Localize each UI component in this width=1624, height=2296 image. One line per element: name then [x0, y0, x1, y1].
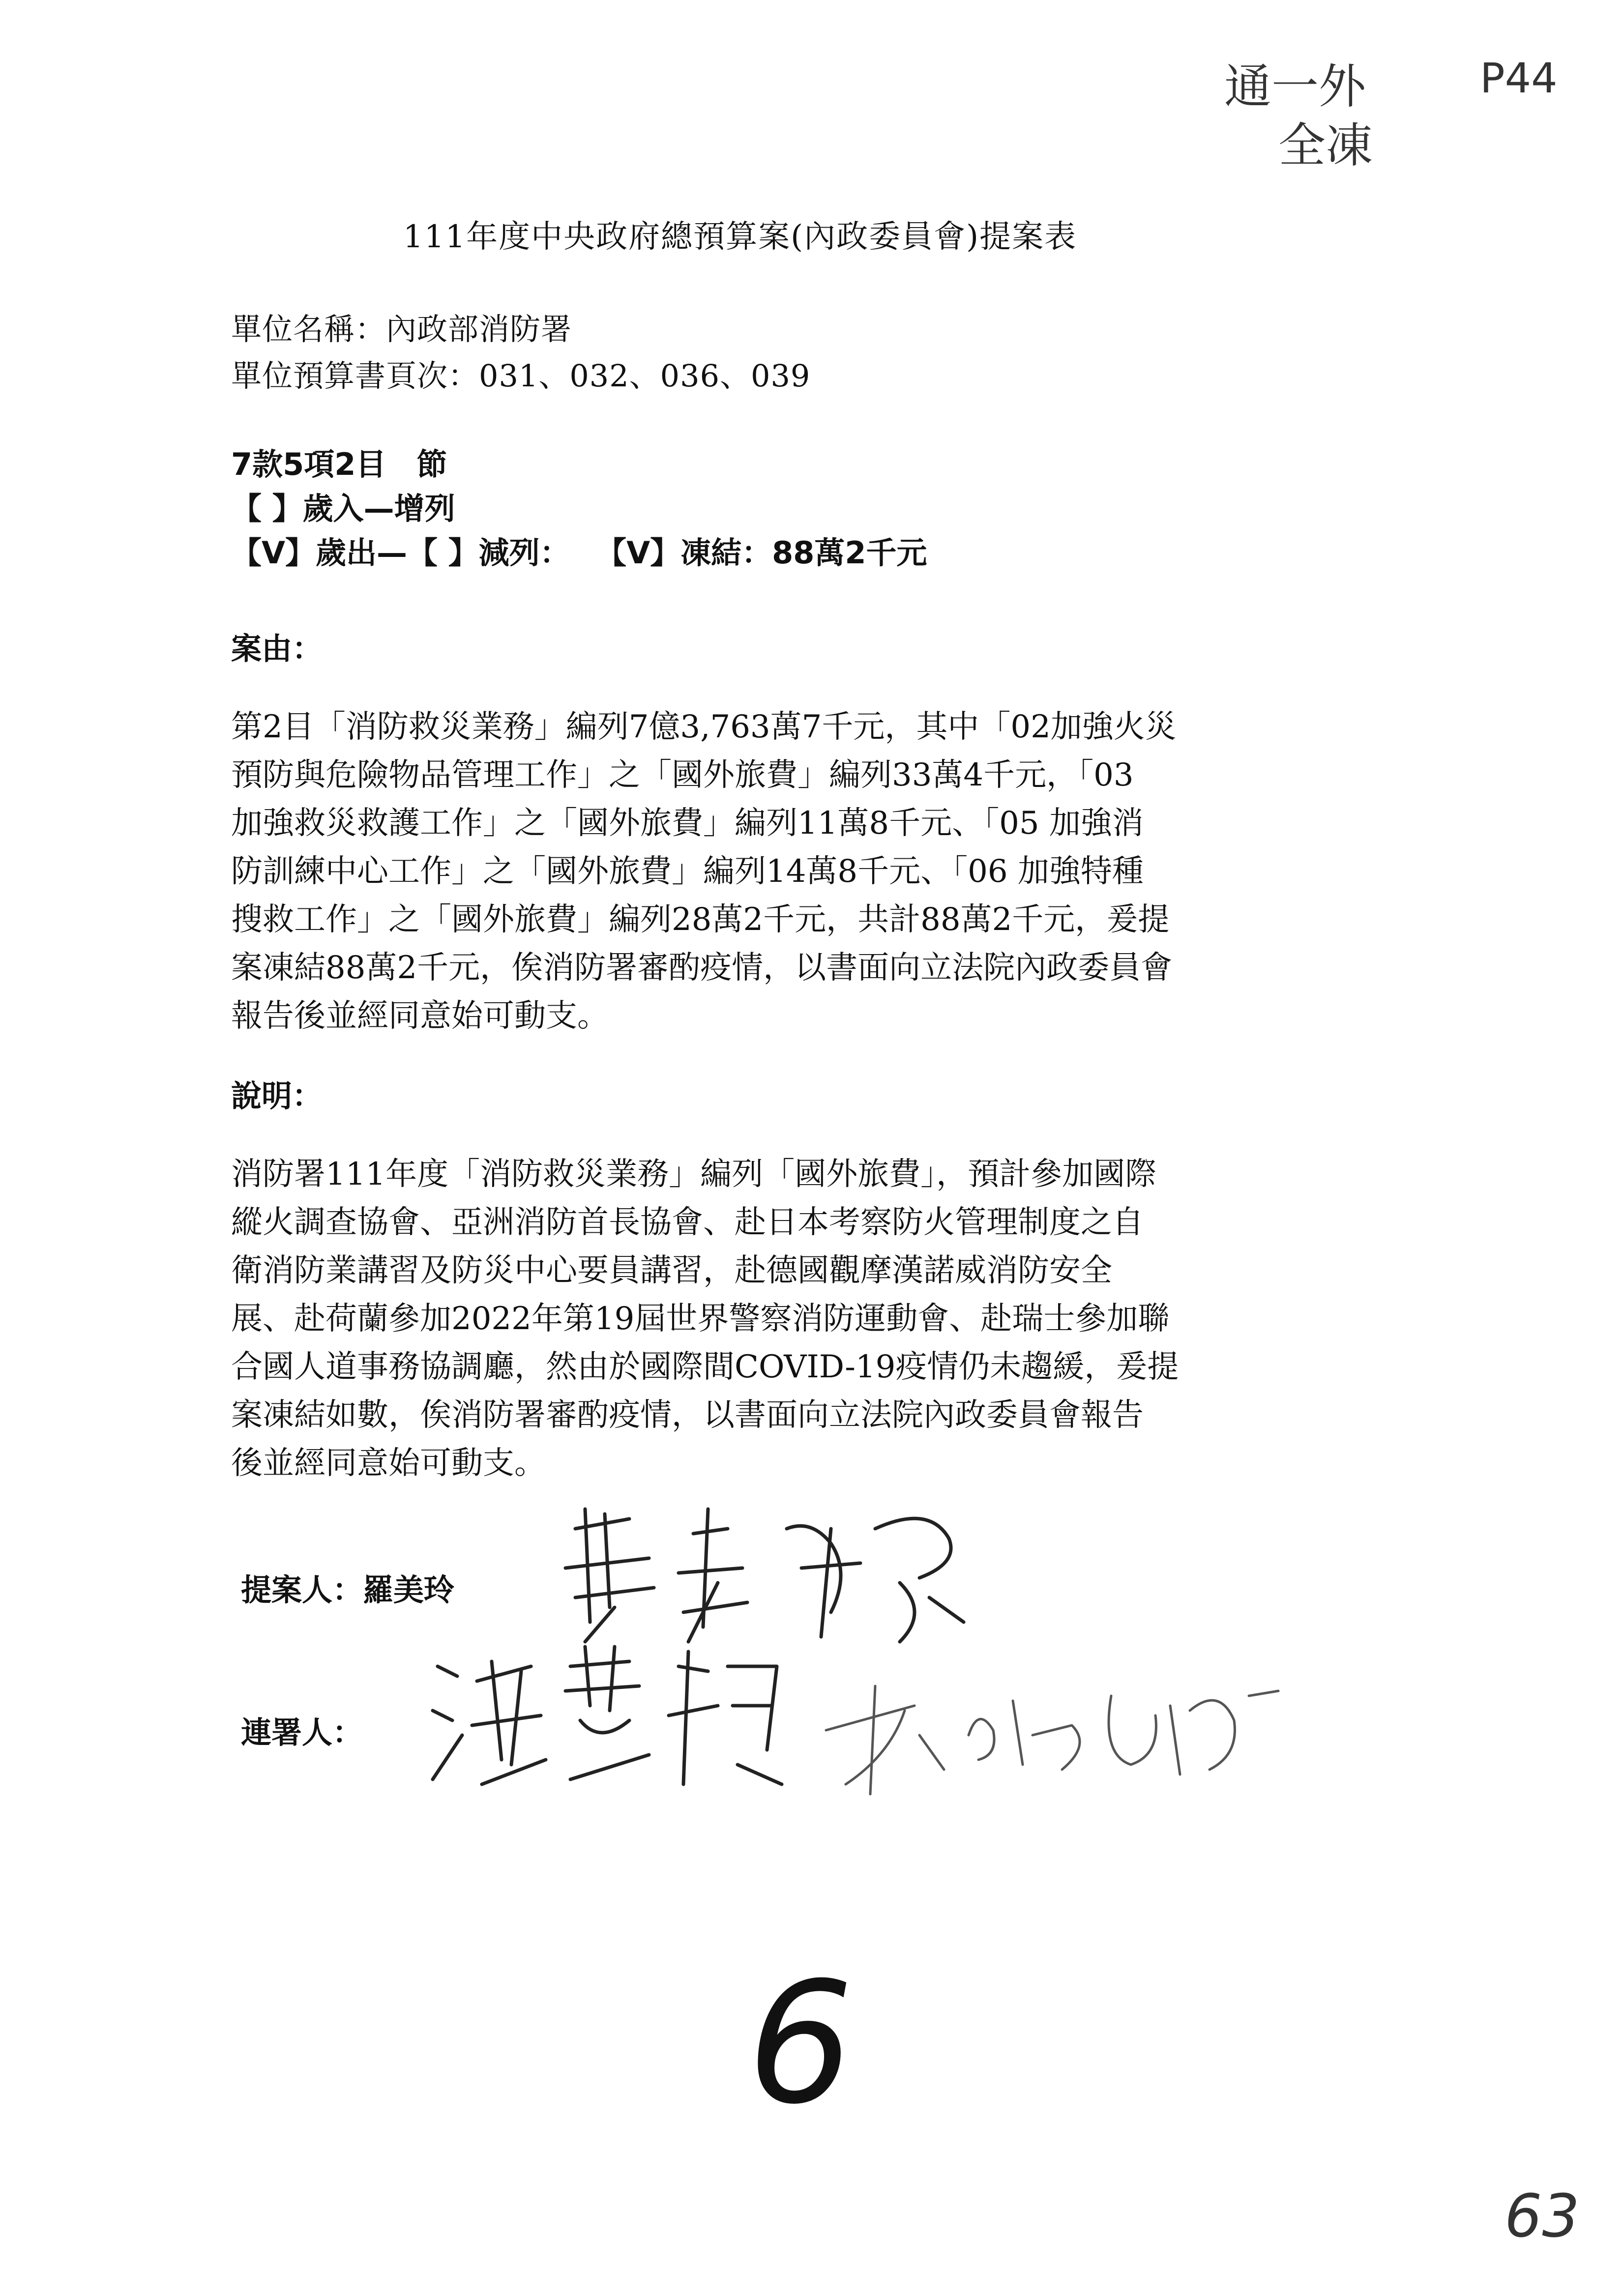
proposer-label: 提案人：羅美玲 — [241, 1572, 455, 1608]
handwritten-page-number: 6 — [747, 1947, 854, 2141]
cosigner-signature-1 — [423, 1637, 797, 1814]
proposer-signature — [556, 1499, 974, 1647]
explanation-line: 衛消防業講習及防災中心要員講習，赴德國觀摩漢諾威消防安全 — [231, 1252, 1112, 1289]
explanation-line: 展、赴荷蘭參加2022年第19屆世界警察消防運動會、赴瑞士參加聯 — [231, 1301, 1170, 1337]
explanation-line: 案凍結如數，俟消防署審酌疫情，以書面向立法院內政委員會報告 — [231, 1397, 1144, 1433]
reason-line: 防訓練中心工作」之「國外旅費」編列14萬8千元、「06 加強特種 — [231, 853, 1144, 890]
reason-line: 第2目「消防救災業務」編列7億3,763萬7千元，其中「02加強火災 — [231, 709, 1177, 745]
explanation-line: 合國人道事務協調廳，然由於國際間COVID-19疫情仍未趨緩，爰提 — [231, 1349, 1179, 1385]
unit-budget-pages: 單位預算書頁次：031、032、036、039 — [231, 358, 811, 394]
reason-paragraph — [231, 703, 1401, 1040]
document-title: 111年度中央政府總預算案(內政委員會)提案表 — [403, 219, 1077, 255]
explanation-line: 縱火調查協會、亞洲消防首長協會、赴日本考察防火管理制度之自 — [231, 1204, 1144, 1241]
budget-category-line: 7款5項2目 節 — [231, 446, 447, 482]
handwritten-note-freeze: 全凍 — [1278, 118, 1373, 173]
budget-expense-line: 【V】歲出—【 】減列： 【V】凍結：88萬2千元 — [231, 535, 927, 571]
explanation-paragraph — [231, 1150, 1401, 1487]
handwritten-note-top: 通一外 — [1224, 59, 1366, 114]
reason-heading: 案由： — [231, 631, 323, 667]
reason-line: 預防與危險物品管理工作」之「國外旅費」編列33萬4千元，「03 — [231, 757, 1134, 793]
explanation-line: 消防署111年度「消防救災業務」編列「國外旅費」，預計參加國際 — [231, 1156, 1157, 1192]
unit-name: 單位名稱：內政部消防署 — [231, 311, 572, 347]
explanation-line: 後並經同意始可動支。 — [231, 1445, 546, 1482]
reason-line: 加強救災救護工作」之「國外旅費」編列11萬8千元、「05 加強消 — [231, 805, 1144, 842]
handwritten-page-code: P44 — [1480, 54, 1558, 102]
cosigner-signature-2 — [816, 1657, 1308, 1804]
reason-line: 搜救工作」之「國外旅費」編列28萬2千元，共計88萬2千元，爰提 — [231, 901, 1170, 938]
reason-line: 報告後並經同意始可動支。 — [231, 998, 609, 1034]
explanation-heading: 說明： — [231, 1078, 323, 1114]
reason-line: 案凍結88萬2千元，俟消防署審酌疫情，以書面向立法院內政委員會 — [231, 950, 1173, 986]
cosigner-label: 連署人： — [241, 1715, 363, 1750]
budget-revenue-line: 【 】歲入—增列 — [231, 491, 455, 526]
corner-page-number: 63 — [1505, 2182, 1580, 2251]
